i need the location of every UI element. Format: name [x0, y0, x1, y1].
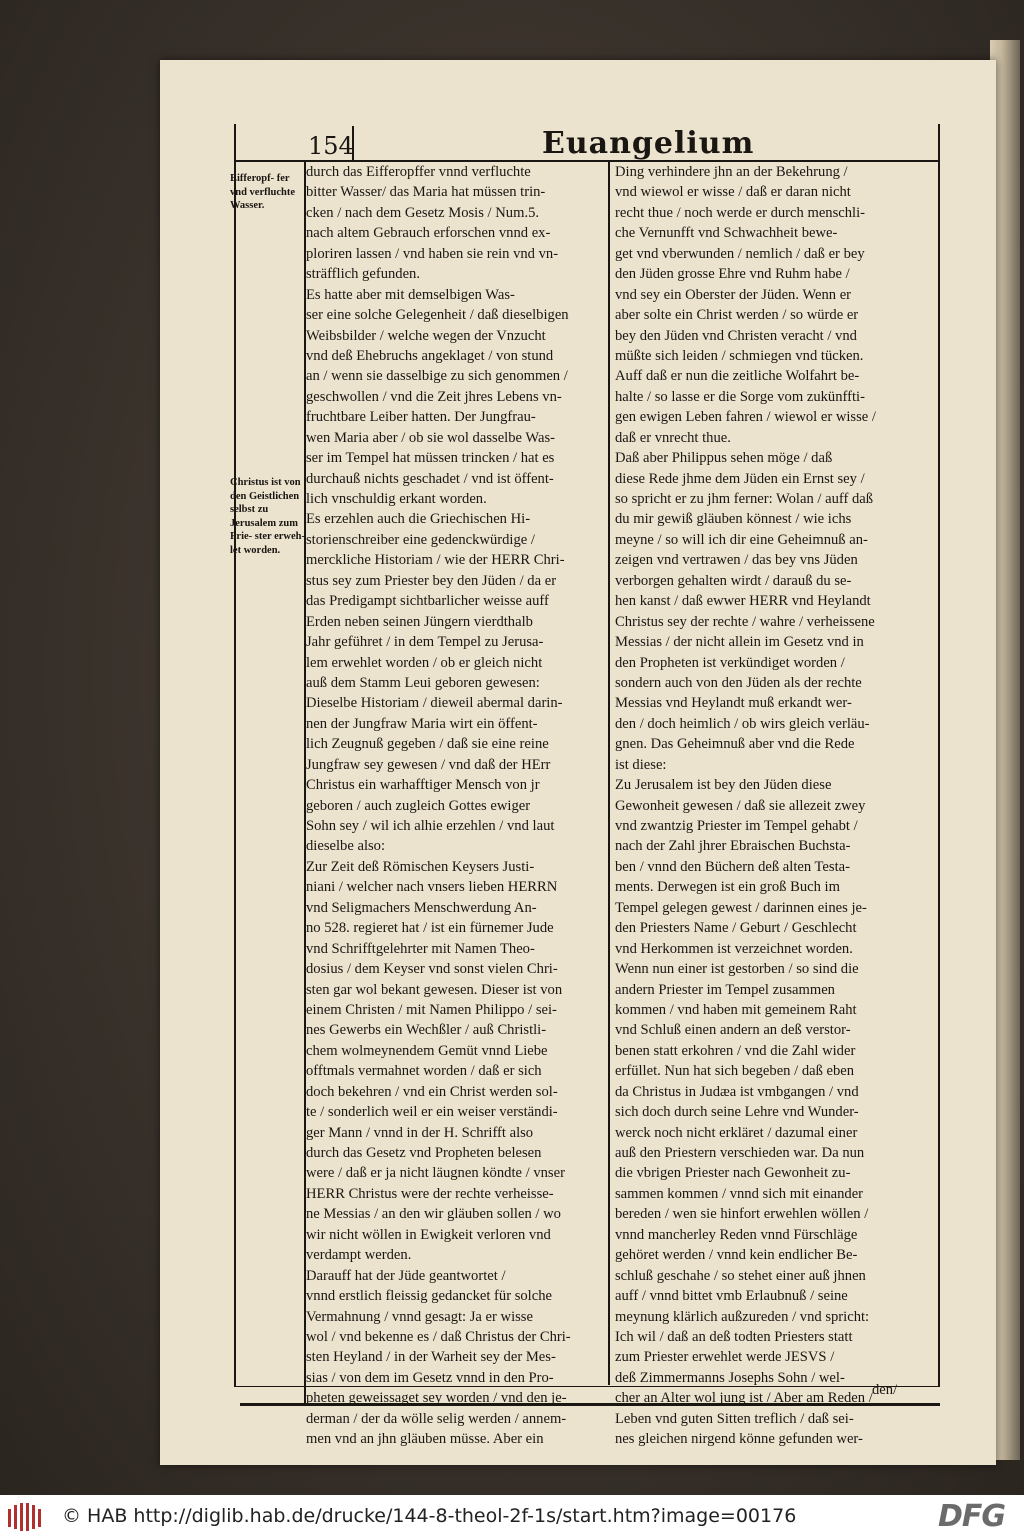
text-line: ments. Derwegen ist ein groß Buch im — [615, 879, 840, 896]
text-line: gnen. Das Geheimnuß aber vnd die Rede — [615, 736, 855, 753]
text-line: erfüllet. Nun hat sich begeben / daß eben — [615, 1063, 855, 1080]
text-line: Christus ein warhafftiger Mensch von jr — [306, 777, 540, 794]
text-line: auß den Priestern verschieden war. Da nun — [615, 1145, 865, 1161]
text-line: zum Priester erwehlet werde JESVS / — [615, 1349, 835, 1366]
text-line: Messias vnd Heylandt muß erkandt wer- — [615, 695, 852, 712]
text-line: dosius / dem Keyser vnd sonst vielen Chri- — [306, 961, 558, 978]
hab-logo-icon — [8, 1503, 48, 1531]
text-line: che Vernunfft vnd Schwachheit bewe- — [615, 225, 838, 242]
text-line: meynung klärlich außzureden / vnd spricht: — [615, 1308, 870, 1325]
text-line: te / sonderlich weil er ein weiser verständi- — [306, 1104, 558, 1121]
copyright-link[interactable]: © HAB http://diglib.hab.de/drucke/144-8-theol-2f-1s/start.htm?image=00176 — [62, 1505, 797, 1527]
text-line: geschwollen / vnd die Zeit jhres Lebens vn- — [306, 388, 562, 405]
text-line: Es erzehlen auch die Griechischen Hi- — [306, 511, 531, 528]
text-line: were / daß er ja nicht läugnen köndte / vnser — [306, 1165, 565, 1182]
text-line: werck noch nicht erkläret / dazumal einer — [615, 1124, 858, 1141]
text-line: auff / vnnd bittet vmb Erlaubnuß / seine — [615, 1288, 848, 1305]
text-line: hen kanst / daß ewwer HERR vnd Heylandt — [615, 593, 871, 610]
text-line: Daß aber Philippus sehen möge / daß — [615, 450, 833, 467]
text-line: ben / vnnd den Büchern deß alten Testa- — [615, 858, 850, 875]
text-line: Zur Zeit deß Römischen Keysers Justi- — [306, 858, 535, 875]
text-line: dieselbe also: — [306, 838, 386, 855]
text-line: das Predigampt sichtbarlicher weisse auff — [306, 593, 549, 610]
text-line: vnd Schrifftgelehrter mit Namen Theo- — [306, 940, 535, 957]
text-line: ger Mann / vnnd in der H. Schrifft also — [306, 1124, 534, 1141]
text-line: bitter Wasser/ das Maria hat müssen trin- — [306, 184, 546, 201]
text-line: Christus sey der rechte / wahre / verheissene — [615, 613, 875, 630]
text-line: lich Zeugnuß gegeben / daß sie eine reine — [306, 736, 549, 753]
text-line: niani / welcher nach vnsers lieben HERRN — [306, 879, 558, 896]
text-line: Ding verhindere jhn an der Bekehrung / — [615, 164, 848, 180]
text-line: nach der Zahl jhrer Ebraischen Buchsta- — [615, 838, 851, 855]
text-line: vnd Schluß einen andern an deß verstor- — [615, 1022, 851, 1039]
text-line: nach altem Gebrauch erforschen vnnd ex- — [306, 225, 551, 242]
left-text-column — [306, 162, 598, 1450]
text-line: Jahr geführet / in dem Tempel zu Jerusa- — [306, 634, 544, 651]
text-line: Ich wil / daß an deß todten Priesters statt — [615, 1328, 853, 1345]
text-line: schluß geschahe / so stehet einer auß jhnen — [615, 1267, 866, 1284]
text-line: sträfflich gefunden. — [306, 266, 421, 283]
text-line: einem Christen / mit Namen Philippo / sei- — [306, 1001, 557, 1018]
text-line: halte / so lasse er die Sorge vom zukünffti- — [615, 388, 865, 405]
text-line: deß Zimmermanns Josephs Sohn / wel- — [615, 1369, 845, 1386]
text-line: vnd Herkommen ist verzeichnet worden. — [615, 940, 853, 957]
text-line: gen ewigen Leben fahren / wiewol er wisse / — [615, 409, 876, 426]
text-line: auß dem Stamm Leui geboren gewesen: — [306, 674, 540, 691]
text-line: ne Messias / an den wir gläuben sollen / wo — [306, 1206, 561, 1223]
text-line: durch das Gesetz vnd Propheten belesen — [306, 1145, 542, 1161]
text-line: vnnd erstlich fleissig gedancket für solche — [306, 1288, 552, 1305]
text-line: durch das Eifferopffer vnnd verfluchte — [306, 164, 531, 180]
text-line: Jungfraw sey gewesen / vnd daß der HErr — [306, 756, 551, 773]
text-line: müßte sich leiden / schmiegen vnd tücken. — [615, 347, 864, 364]
text-line: sten gar wol bekant gewesen. Dieser ist von — [306, 981, 563, 998]
book-page — [160, 60, 996, 1465]
text-line: Wenn nun einer ist gestorben / so sind die — [615, 961, 859, 978]
text-line: fruchtbare Leiber hatten. Der Jungfrau- — [306, 409, 536, 426]
text-line: stus sey zum Priester bey den Jüden / da er — [306, 572, 557, 589]
text-line: pheten geweissaget sey worden / vnd den je- — [306, 1390, 567, 1407]
text-line: den / doch heimlich / ob wirs gleich verläu- — [615, 715, 870, 732]
text-line: aber solte ein Christ werden / so würde er — [615, 307, 859, 324]
text-line: bereden / wen sie hinfort erwehlen wöllen / — [615, 1206, 869, 1223]
text-line: gehöret werden / vnnd kein endlicher Be- — [615, 1247, 858, 1264]
text-line: andern Priester im Tempel zusammen — [615, 981, 835, 998]
column-divider-rule — [608, 160, 610, 1385]
text-line: vnd Seligmachers Menschwerdung An- — [306, 899, 537, 916]
text-line: nes Gewerbs ein Wechßler / auß Christli- — [306, 1022, 547, 1039]
text-line: den Priesters Name / Geburt / Geschlecht — [615, 920, 857, 937]
text-line: HERR Christus were der rechte verheisse- — [306, 1185, 554, 1202]
text-line: offtmals vermahnet worden / daß er sich — [306, 1063, 542, 1080]
text-line: Zu Jerusalem ist bey den Jüden diese — [615, 777, 832, 794]
text-line: den Jüden grosse Ehre vnd Ruhm habe / — [615, 266, 850, 283]
text-line: vnd wiewol er wisse / daß er daran nicht — [615, 184, 851, 201]
text-line: derman / der da wölle selig werden / annem- — [306, 1410, 567, 1427]
text-line: durchauß nichts geschadet / vnd ist öffent- — [306, 470, 554, 487]
text-line: sten Heyland / in der Warheit sey der Mes- — [306, 1349, 556, 1366]
text-line: chem wolmeynendem Gemüt vnnd Liebe — [306, 1042, 548, 1059]
text-line: bey den Jüden vnd Christen veracht / vnd — [615, 327, 857, 344]
text-line: sammen kommen / vnnd sich mit einander — [615, 1185, 864, 1202]
text-line: Vermahnung / vnnd gesagt: Ja er wisse — [306, 1308, 533, 1325]
running-head: Euangelium — [542, 126, 755, 161]
text-line: zeigen vnd vertrawen / das bey vns Jüden — [615, 552, 858, 569]
text-line: die vbrigen Priester nach Gewonheit zu- — [615, 1165, 851, 1182]
text-line: wol / vnd bekenne es / daß Christus der Chri- — [306, 1328, 571, 1345]
text-line: geboren / auch zugleich Gottes ewiger — [306, 797, 531, 814]
margin-note-christus: Christus ist von den Geistlichen selbst zu Jerusalem zum Prie- ster erweh- let worden. — [230, 477, 306, 556]
text-line: da Christus in Judæa ist vmbgangen / vnd — [615, 1083, 859, 1100]
text-line: Es hatte aber mit demselbigen Was- — [306, 286, 515, 303]
text-line: vnd deß Ehebruchs angeklaget / von stund — [306, 347, 554, 364]
text-line: merckliche Historiam / wie der HERR Chri- — [306, 552, 565, 569]
text-line: recht thue / noch werde er durch menschli- — [615, 204, 866, 221]
viewer-footer — [0, 1495, 1024, 1538]
text-line: nes gleichen nirgend könne gefunden wer- — [615, 1431, 863, 1448]
text-line: vnd zwantzig Priester im Tempel gehabt / — [615, 818, 858, 834]
text-line: wen Maria aber / ob sie wol dasselbe Was- — [306, 429, 556, 446]
text-line: storienschreiber eine gedenckwürdige / — [306, 531, 535, 548]
text-line: ploriren lassen / vnd haben sie rein vnd vn- — [306, 245, 559, 262]
right-text-column — [615, 162, 915, 1450]
text-line: verborgen gehalten wirdt / darauß du se- — [615, 572, 852, 589]
text-line: du mir gewiß gläuben könnest / wie ichs — [615, 511, 852, 528]
text-line: kommen / vnd haben mit gemeinem Raht — [615, 1001, 857, 1018]
text-line: Sohn sey / wil ich alhie erzehlen / vnd laut — [306, 818, 555, 834]
margin-note-eifferopffer: Eifferopf- fer vnd verfluchte Wasser. — [230, 173, 296, 211]
text-line: daß er vnrecht thue. — [615, 429, 731, 446]
text-line: Tempel gelegen gewest / darinnen eines je- — [615, 899, 867, 916]
text-line: so spricht er zu jhm ferner: Wolan / auff daß — [615, 491, 874, 507]
catchword: den/ — [872, 1382, 898, 1398]
text-line: Leben vnd guten Sitten treflich / daß sei- — [615, 1410, 854, 1427]
text-line: no 528. regieret hat / ist ein fürnemer Jude — [306, 920, 554, 937]
text-line: den Propheten ist verkündiget worden / — [615, 654, 845, 671]
text-line: vnd sey ein Oberster der Jüden. Wenn er — [615, 286, 852, 303]
text-line: an / wenn sie dasselbige zu sich genommen / — [306, 368, 568, 385]
text-line: cken / nach dem Gesetz Mosis / Num.5. — [306, 204, 540, 221]
text-line: Gewonheit gewesen / daß sie allezeit zwey — [615, 797, 866, 814]
text-line: men vnd an jhn gläuben müsse. Aber ein — [306, 1431, 544, 1448]
text-line: meyne / so will ich dir eine Geheimnuß an- — [615, 531, 868, 548]
text-line: doch bekehren / vnd ein Christ werden sol- — [306, 1083, 558, 1100]
text-line: nen der Jungfraw Maria wirt ein öffent- — [306, 715, 538, 732]
text-line: ser im Tempel hat müssen trincken / hat es — [306, 450, 555, 467]
text-line: lich vnschuldig erkant worden. — [306, 491, 487, 507]
text-line: get vnd vberwunden / nemlich / daß er bey — [615, 245, 865, 262]
text-line: ser eine solche Gelegenheit / daß dieselbigen — [306, 307, 569, 324]
text-line: lem erwehlet worden / ob er gleich nicht — [306, 654, 543, 671]
text-line: sias / von dem im Gesetz vnnd in den Pro- — [306, 1369, 554, 1386]
text-line: Darauff hat der Jüde geantwortet / — [306, 1267, 506, 1284]
dfg-logo: DFG — [938, 1499, 1006, 1534]
text-line: diese Rede jhme dem Jüden ein Ernst sey / — [615, 470, 865, 487]
text-line: wir nicht wöllen in Ewigkeit verloren vnd — [306, 1226, 551, 1243]
text-line: Auff daß er nun die zeitliche Wolfahrt be- — [615, 368, 860, 385]
page-number: 154 — [308, 132, 354, 160]
text-line: cher an Alter wol jung ist / Aber am Reden / — [615, 1390, 873, 1407]
text-line: sondern auch von den Jüden als der rechte — [615, 674, 862, 691]
text-line: Dieselbe Historiam / dieweil abermal darin- — [306, 695, 563, 712]
text-line: verdampt werden. — [306, 1247, 412, 1264]
text-line: vnnd mancherley Reden vnnd Fürschläge — [615, 1226, 858, 1243]
text-line: Weibsbilder / welche wegen der Vnzucht — [306, 327, 546, 344]
text-line: benen statt erkohren / vnd die Zahl wider — [615, 1042, 856, 1059]
text-line: ist diese: — [615, 756, 667, 773]
text-line: Messias / der nicht allein im Gesetz vnd in — [615, 634, 864, 651]
text-line: Erden neben seinen Jüngern vierdthalb — [306, 613, 533, 630]
text-line: sich doch durch seine Lehre vnd Wunder- — [615, 1104, 859, 1121]
